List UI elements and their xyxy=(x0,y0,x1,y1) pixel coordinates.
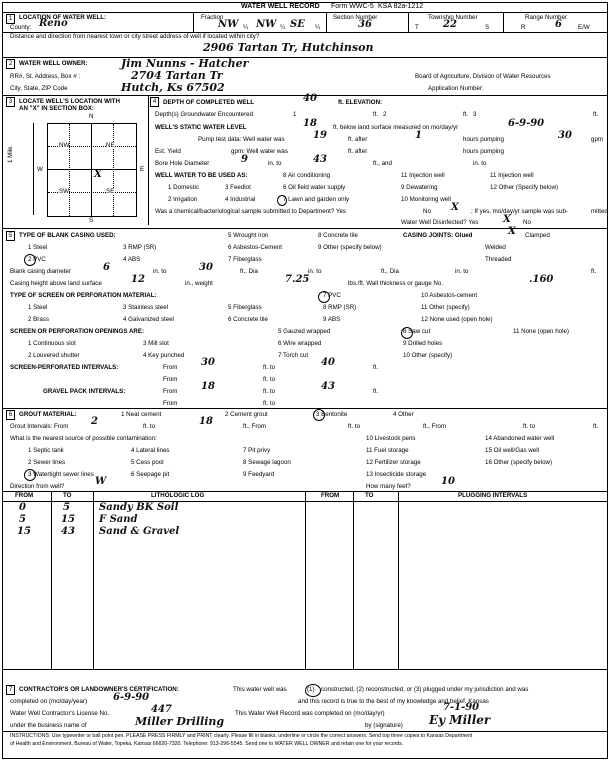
owner-street: 2704 Tartan Tr xyxy=(131,69,223,82)
contam-15: 15 Oil well/Gas well xyxy=(485,447,539,454)
compass-e: E xyxy=(140,166,145,173)
grout-ft-from2: ft., From xyxy=(423,423,447,430)
fraction-2: NW xyxy=(256,19,277,30)
disinfect-mark: X xyxy=(503,214,511,225)
county-value: Reno xyxy=(39,18,68,29)
gp-from-label: From xyxy=(163,388,178,395)
open-9: 9 Drilled holes xyxy=(403,340,443,347)
signature-label: by (signature) xyxy=(365,722,403,729)
log-row-desc: Sand & Gravel xyxy=(99,526,180,537)
section-grid xyxy=(47,123,137,217)
open-5: 5 Gauzed wrapped xyxy=(278,328,331,335)
pump-hrs: 1 xyxy=(415,130,422,141)
form-number: Form WWC-5 xyxy=(331,3,374,10)
grout-4: 4 Other xyxy=(393,411,414,418)
clamped: Clamped xyxy=(525,232,550,239)
grout-to: 18 xyxy=(199,416,213,427)
direction-label: Direction from well? xyxy=(10,483,65,490)
diam-tail2: ft., Dia xyxy=(381,268,399,275)
owner-label: WATER WELL OWNER: xyxy=(19,60,88,67)
quarter-1: ¼ xyxy=(243,24,249,31)
log-row-to: 15 xyxy=(61,514,75,525)
contam-8: 8 Sewage lagoon xyxy=(243,459,291,466)
license-value: 447 xyxy=(151,704,172,715)
gauge-value: .160 xyxy=(529,274,554,285)
open-11: 11 None (open hole) xyxy=(513,328,569,335)
bore-label: Bore Hole Diameter xyxy=(155,160,210,167)
chem-tail2: mitted xyxy=(591,208,608,215)
section-number-7: 7 xyxy=(6,685,15,695)
use-label: WELL WATER TO BE USED AS: xyxy=(155,172,248,179)
direction-value: W xyxy=(95,476,107,487)
gp-from-label-2: From xyxy=(163,400,178,407)
open-1: 1 Continuous slot xyxy=(28,340,76,347)
use-11: 11 Injection well xyxy=(490,172,534,179)
gp-label: GRAVEL PACK INTERVALS: xyxy=(43,388,126,395)
contam-4: 4 Lateral lines xyxy=(131,447,170,454)
business-label: under the business name of xyxy=(10,722,87,729)
contam-14: 14 Abandoned water well xyxy=(485,435,555,442)
casing-1: 1 Steel xyxy=(28,244,48,251)
grout-ft-to: ft. to xyxy=(143,423,156,430)
open-7: 7 Torch cut xyxy=(278,352,309,359)
feet-value: 10 xyxy=(441,476,455,487)
grout-intervals-label: Grout Intervals: From xyxy=(10,423,69,430)
gp-to: 43 xyxy=(321,381,335,392)
quarter-3: ¼ xyxy=(315,24,321,31)
chem-label: Was a chemical/bacteriological sample submitted to Department? Yes xyxy=(155,208,346,215)
compass-w: W xyxy=(37,166,43,173)
static-value: 18 xyxy=(303,118,317,129)
grout-ft-to3: ft. to xyxy=(523,423,536,430)
cert-completed: 6-9-90 xyxy=(113,692,150,703)
ksa-number: KSA 82a-1212 xyxy=(378,3,424,10)
joints-label: CASING JOINTS: Glued xyxy=(403,232,473,239)
section-number-5: 5 xyxy=(6,231,15,241)
screen-label: TYPE OF SCREEN OR PERFORATION MATERIAL: xyxy=(10,292,157,299)
threaded: Threaded xyxy=(485,256,512,263)
sp-from: 30 xyxy=(201,357,215,368)
section-number-3: 3 xyxy=(6,97,15,107)
township-value: 22 xyxy=(443,19,457,30)
compass-s: S xyxy=(89,217,94,224)
bore-in2: in. to xyxy=(473,160,487,167)
height-value: 12 xyxy=(131,274,145,285)
contam-11: 11 Fuel storage xyxy=(366,447,409,454)
disinfect-no: No xyxy=(523,219,531,226)
pump-gpm: 30 xyxy=(558,130,572,141)
open-2: 2 Louvered shutter xyxy=(28,352,80,359)
pump-after: ft. after xyxy=(348,136,368,143)
casing-8: 8 Concrete tile xyxy=(318,232,358,239)
owner-name: Jim Nunns - Hatcher xyxy=(121,57,249,70)
contam-10: 10 Livestock pens xyxy=(366,435,416,442)
screen-12: 12 None used (open hole) xyxy=(421,316,493,323)
litho-header: LITHOLOGIC LOG xyxy=(151,492,205,499)
lbs-label: lbs./ft. Wall thickness or gauge No. xyxy=(348,280,444,287)
joints-mark: X xyxy=(508,226,516,237)
gw-2-ft: ft. xyxy=(463,111,469,118)
cert-text1: This water well was xyxy=(233,686,287,693)
grid-sw: SW xyxy=(59,188,69,195)
grout-2: 2 Cement grout xyxy=(225,411,268,418)
gw-3-ft: ft. xyxy=(593,111,599,118)
casing-3: 3 RMP (SR) xyxy=(123,244,157,251)
yield-gpm: gpm: Well water was xyxy=(231,148,288,155)
screen-11: 11 Other (specify) xyxy=(421,304,470,311)
grout-3: 3 Bentonite xyxy=(316,411,348,418)
sp-ft: ft. xyxy=(373,364,379,371)
casing-label: TYPE OF BLANK CASING USED: xyxy=(19,232,116,239)
city-label: City, State, ZIP Code xyxy=(10,85,68,92)
contam-12: 12 Fertilizer storage xyxy=(366,459,421,466)
diam-tail: ft., Dia xyxy=(240,268,258,275)
use-4: 4 Industrial xyxy=(225,196,256,203)
contam-5: 5 Cess pool xyxy=(131,459,164,466)
yield-label: Est. Yield xyxy=(155,148,181,155)
grout-ft-to2: ft. to xyxy=(348,423,361,430)
log-from-header: FROM xyxy=(15,492,34,499)
well-location-mark: X xyxy=(94,169,102,180)
grout-ft: ft. xyxy=(593,423,599,430)
township-t: T xyxy=(415,24,419,31)
open-6: 6 Wire wrapped xyxy=(278,340,322,347)
casing-2: 2 PVC xyxy=(28,256,46,263)
gw-2: 2 xyxy=(383,111,387,118)
plugging-header: PLUGGING INTERVALS xyxy=(458,492,528,499)
fraction-1: NW xyxy=(218,19,239,30)
gw-3: 3 xyxy=(473,111,477,118)
open-10: 10 Other (specify) xyxy=(403,352,453,359)
use-9: 9 Dewatering xyxy=(401,184,438,191)
log-row-from: 0 xyxy=(19,502,26,513)
disinfect-label: Water Well Disinfected? Yes xyxy=(401,219,479,226)
gpm-label: gpm xyxy=(591,136,604,143)
cert-opt1: (1) xyxy=(307,686,315,693)
use-7: 7 Lawn and garden only xyxy=(283,196,350,203)
license-label: Water Well Contractor's License No. xyxy=(10,710,110,717)
instructions-1: INSTRUCTIONS: Use typewriter or ball point pen. PLEASE PRESS FIRMLY and PRINT clearly. Please fill in blanks, underline or circle the correct answers. Send top three copies to Kansas Department xyxy=(10,733,473,739)
grid-se: SE xyxy=(106,188,115,195)
screen-10: 10 Asbestos-cement xyxy=(421,292,478,299)
chem-no: No xyxy=(423,208,431,215)
diam-in2: in. to xyxy=(308,268,322,275)
feet-label: How many feet? xyxy=(366,483,411,490)
use-10: 10 Monitoring well xyxy=(401,196,451,203)
sp-ft-to-2: ft. to xyxy=(263,376,276,383)
log-row-desc: F Sand xyxy=(99,514,138,525)
log-row-from: 5 xyxy=(19,514,26,525)
use-5: 8 Air conditioning xyxy=(283,172,331,179)
diam-to: 30 xyxy=(199,262,213,273)
grid-ne: NE xyxy=(106,142,115,149)
chem-tail: ; If yes, mo/day/yr sample was sub- xyxy=(471,208,568,215)
application-label: Application Number: xyxy=(428,85,484,92)
distance-label: Distance and direction from nearest town or city street address of well if located within city? xyxy=(10,33,260,40)
log-row-from: 15 xyxy=(17,526,31,537)
section-value: 36 xyxy=(358,19,372,30)
quarter-2: ¼ xyxy=(280,24,286,31)
county-label: County: xyxy=(10,24,32,31)
log-row-to: 43 xyxy=(61,526,75,537)
contam-6: 6 Seepage pit xyxy=(131,471,170,478)
plug-from-header: FROM xyxy=(321,492,340,499)
sp-from-label-2: From xyxy=(163,376,178,383)
screen-8: 8 RMP (SR) xyxy=(323,304,357,311)
yield-after: ft. after xyxy=(348,148,368,155)
cert-text2: completed on (mo/day/year) xyxy=(10,698,88,705)
cert-label: CONTRACTOR'S OR LANDOWNER'S CERTIFICATION: xyxy=(19,686,179,693)
diam-value: 6 xyxy=(103,262,110,273)
static-label: WELL'S STATIC WATER LEVEL xyxy=(155,124,247,131)
grout-ft-from: ft., From xyxy=(243,423,267,430)
diam-ft: ft. xyxy=(591,268,597,275)
static-date: 6-9-90 xyxy=(508,118,545,129)
township-label: Township Number xyxy=(428,14,478,21)
diam-in3: in. to xyxy=(455,268,469,275)
openings-label: SCREEN OR PERFORATION OPENINGS ARE: xyxy=(10,328,145,335)
bore-value: 9 xyxy=(241,154,248,165)
location-label: LOCATION OF WATER WELL: xyxy=(19,14,107,21)
gp-ft-to-2: ft. to xyxy=(263,400,276,407)
instructions-2: of Health and Environment, Bureau of Water, Topeka, Kansas 66620-7320. Telephone: 913-296-5545. Send one to WATER WELL OWNER and retain one for your records. xyxy=(10,741,404,747)
plug-to-header: TO xyxy=(365,492,374,499)
screen-5: 5 Fiberglass xyxy=(228,304,262,311)
use-3: 3 Feedlot xyxy=(225,184,251,191)
screen-9: 9 ABS xyxy=(323,316,341,323)
fraction-label: Fraction xyxy=(201,14,224,21)
height-in: in., weight xyxy=(185,280,213,287)
grout-from: 2 xyxy=(91,416,98,427)
range-value: 6 xyxy=(555,19,562,30)
sp-ft-to: ft. to xyxy=(263,364,276,371)
contam-9: 9 Feedyard xyxy=(243,471,275,478)
sp-label: SCREEN-PERFORATED INTERVALS: xyxy=(10,364,119,371)
range-r: R xyxy=(521,24,526,31)
section-number-6: 6 xyxy=(6,410,15,420)
yield-hrs: hours pumping xyxy=(463,148,504,155)
casing-6: 6 Asbestos-Cement xyxy=(228,244,282,251)
screen-3: 3 Stainless steel xyxy=(123,304,169,311)
use-2: 2 Irrigation xyxy=(168,196,198,203)
form-title: WATER WELL RECORD xyxy=(241,3,320,10)
gp-ft-to: ft. to xyxy=(263,388,276,395)
owner-city: Hutch, Ks 67502 xyxy=(121,81,225,94)
pump-ft: 19 xyxy=(313,130,327,141)
well-address: 2906 Tartan Tr, Hutchinson xyxy=(203,41,374,54)
pump-label: Pump test data: Well water was xyxy=(198,136,285,143)
diam-label: Blank casing diameter xyxy=(10,268,71,275)
water-well-record-form xyxy=(2,2,608,759)
screen-7: 7 PVC xyxy=(323,292,341,299)
contam-13: 13 Insecticide storage xyxy=(366,471,427,478)
screen-2: 2 Brass xyxy=(28,316,49,323)
contam-7: 7 Pit privy xyxy=(243,447,271,454)
use-12: 12 Other (Specify below) xyxy=(490,184,559,191)
compass-n: N xyxy=(89,113,94,120)
section-number-label: Section Number xyxy=(333,14,378,21)
range-label: Range Number xyxy=(525,14,567,21)
open-3: 3 Mill slot xyxy=(143,340,169,347)
chem-mark: X xyxy=(451,202,459,213)
casing-9: 9 Other (specify below) xyxy=(318,244,382,251)
fraction-3: SE xyxy=(290,19,305,30)
range-ew: E/W xyxy=(578,24,590,31)
screen-6: 6 Concrete tile xyxy=(228,316,268,323)
bore-to: 43 xyxy=(313,154,327,165)
signature: Ey Miller xyxy=(429,713,491,727)
contam-16: 16 Other (specify below) xyxy=(485,459,553,466)
log-row-desc: Sandy BK Soil xyxy=(99,502,179,513)
hours-pumping: hours pumping xyxy=(463,136,504,143)
sp-to: 40 xyxy=(321,357,335,368)
screen-1: 1 Steel xyxy=(28,304,48,311)
grout-label: GROUT MATERIAL: xyxy=(19,411,77,418)
screen-4: 4 Galvanized steel xyxy=(123,316,174,323)
welded: Welded xyxy=(485,244,506,251)
gw-1-ft: ft. xyxy=(373,111,379,118)
gp-ft: ft. xyxy=(373,388,379,395)
depth-label: DEPTH OF COMPLETED WELL xyxy=(163,99,255,106)
record-label: This Water Well Record was completed on (mo/day/yr) xyxy=(235,710,385,717)
elevation-label: ft. ELEVATION: xyxy=(338,99,383,106)
contam-label: What is the nearest source of possible contamination: xyxy=(10,435,157,442)
cert-text1b: constructed, (2) reconstructed, or (3) plugged under my jurisdiction and was xyxy=(321,686,529,693)
locate-label-1: LOCATE WELL'S LOCATION WITH xyxy=(19,98,120,105)
street-label: RR#, St. Address, Box # : xyxy=(10,73,81,80)
gw-1: 1 xyxy=(293,111,297,118)
open-8: 8 Saw cut xyxy=(403,328,431,335)
record-date: 7-1-90 xyxy=(443,702,480,713)
township-s: S xyxy=(485,24,490,31)
open-4: 4 Key punched xyxy=(143,352,185,359)
use-1: 1 Domestic xyxy=(168,184,199,191)
contam-1: 1 Septic tank xyxy=(28,447,64,454)
cert-text2b: and this record is true to the best of my knowledge and belief. Kansas xyxy=(298,698,489,705)
casing-5: 5 Wrought iron xyxy=(228,232,269,239)
board-label: Board of Agriculture, Division of Water Resources xyxy=(415,73,551,80)
section-number-4: 4 xyxy=(150,97,159,107)
casing-7: 7 Fiberglass xyxy=(228,256,262,263)
contam-3: 3 Watertight sewer lines xyxy=(28,471,94,478)
height-label: Casing height above land surface xyxy=(10,280,102,287)
static-tail: ft. below land surface measured on mo/day/yr xyxy=(333,124,459,131)
section-number-2: 2 xyxy=(6,59,15,69)
locate-label-2: AN "X" IN SECTION BOX: xyxy=(19,105,94,112)
weight-value: 7.25 xyxy=(285,274,310,285)
diam-in: in. to xyxy=(153,268,167,275)
log-row-to: 5 xyxy=(63,502,70,513)
grout-1: 1 Neat cement xyxy=(121,411,162,418)
bore-in: in. to xyxy=(268,160,282,167)
depth-value: 40 xyxy=(303,93,317,104)
gp-from: 18 xyxy=(201,381,215,392)
casing-4: 4 ABS xyxy=(123,256,141,263)
use-8: 11 Injection well xyxy=(401,172,445,179)
bore-tail: ft., and xyxy=(373,160,392,167)
contam-2: 2 Sewer lines xyxy=(28,459,66,466)
business-value: Miller Drilling xyxy=(135,715,225,728)
grid-nw: NW xyxy=(59,142,70,149)
log-to-header: TO xyxy=(63,492,72,499)
sp-from-label: From xyxy=(163,364,178,371)
mile-label: 1 Mile xyxy=(7,146,14,163)
groundwater-label: Depth(s) Groundwater Encountered xyxy=(155,111,254,118)
section-number-1: 1 xyxy=(6,14,15,24)
use-6: 6 Oil field water supply xyxy=(283,184,346,191)
